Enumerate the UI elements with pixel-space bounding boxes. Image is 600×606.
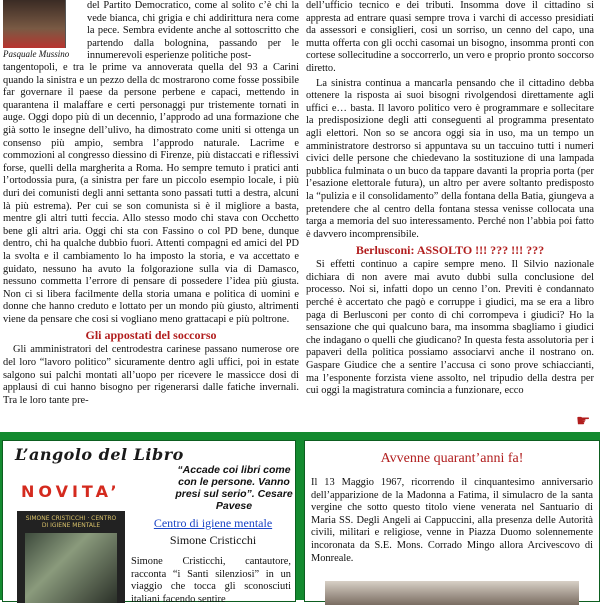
pavese-quote: “Accade coi libri come con le persone. Vanno presi sul serio”. Cesare Pavese <box>175 464 293 512</box>
right-paragraph-1: dell’ufficio tecnico e dei tributi. Insomma dove il cittadino si appresta ad entrare quasi sempre trova i varchi di accesso presidiati da assessori e consiglieri, cosi un sorriso, un cenno del capo, una mutta offerta con gli occhi casomai un bisogno, insomma pronti con cortese sollecitudine a soccorrerlo, un vero e proprio pronto soccorso diretto. <box>306 0 594 74</box>
book-description: Simone Cristicchi, cantautore, racconta “i Santi silenziosi” in un viaggio che tocca gli sconosciuti italiani facendo sentire <box>131 556 291 605</box>
left-paragraph-1: tangentopoli, e tra le prime va annoverata quella del 93 a Carini quando la sinistra e un pezzo della dc mostrarono come fosse possibile far governare il paese da persone perbene e capaci, mettendo in quarantena il malaffare e certi personaggi pur tristemente tornati in auge. Oggi dopo più di un decennio, l’approdo ad una formazione che già sotto le insegne dell’ulivo, ha dimostrato come uniti si ottenga un consenso più ampio, sembra l’approdo naturale. Lacrime e commozioni al congresso diessino di Firenze, più distaccati e riflessivi forse, quelli della margherita a Roma. Ho sempre temuto i pratici anti l’ortodossia pura, (a sinistra per fare un piccolo esempio locale, i più duri dei comunisti degli anni settanta sono passati tutti a destra, alcuni là più estrema). Per cui se son comunista si è il migliore a basta, mentre gli altri tutti feccia. Allo stesso modo chi stava con Occhetto bene gli altri aria. Oggi chi sta con Fassino o col PD bene, dunque dentro, chi ha qualche dubbio fuori. Attenti compagni ed amici del PD la svolta e il cambiamento lo ha imposto la storia, e va accettato e guidato, nessuno ha avuto la folgorazione sulla via di Damasco, nessuno commetta l’errore di pensare di possedere l’idea più giusta. Non ci si libera facilmente della storia umana e politica di uomini e donne che hanno creduto e lottato per un mondo più giusto, altrimenti viene da pensare che cosi si vogliano meno grattacapi e più poltrone. <box>3 62 299 325</box>
left-column <box>3 0 299 409</box>
book-corner-box <box>2 440 296 605</box>
book-corner-heading: L’angolo del Libro <box>15 445 184 464</box>
anniversary-heading: Avvenne quarant’anni fa! <box>380 451 524 466</box>
book-cover-image <box>25 533 117 603</box>
book-author: Simone Cristicchi <box>169 533 257 547</box>
right-paragraph-3: Si effetti continuo a capire sempre meno. Il Silvio nazionale dichiara di non avere mai avuto dubbi sulla conclusione del processo. Noi si, infatti dopo un cenno l’on. Previti è condannato perché è accertato che pagò e corruppe i giudici, ma se era a libro paga di Berlusconi per conto di chi corrompeva i giudici? Ho la sensazione che qui qualcuno bara, ma insomma sbagliamo i giudici che indagano o quelli che giudicano? In questa festa assolutoria per i papaveri della politica possiamo associarvi anche il nostrano on. Gaspare Giudice che a sentire l’accusa ci sono prove schiaccianti, ma l’esponente forzista viene assolto, nel tripudio della destra per cui oggi la magistratura comincia a funzionare, ecco <box>306 259 594 397</box>
new-badge: NOVITA’ <box>21 482 121 501</box>
left-paragraph-2: Gli amministratori del centrodestra carinese passano numerose ore del loro “lavoro politico” sicuramente dentro agli uffici, poi in estate salgono sui palchi montati all’uopo per ricevere le massicce dosi di applausi di cui hanno bisogno per rigenerarsi dalle fatiche invernali. Tra le loro tante pre- <box>3 344 299 406</box>
right-subheading: Berlusconi: ASSOLTO !!! ??? !!! ??? <box>355 243 545 258</box>
right-column <box>306 0 594 400</box>
anniversary-body: Il 13 Maggio 1967, ricorrendo il cinquantesimo anniversario dell’apparizione de la Madonna a Fatima, il simulacro de la santa vergine che sotto questo titolo viene venerata nel Santuario di Maria SS. Degli Angeli ai Cappuccini, alla presenza delle Autorità civili, militari e religiose, venne in Piazza Duomo solennemente incoronata da S.E. Mons. Corrado Mingo allora Arcivescovo di Monreale. <box>311 477 593 564</box>
pointing-hand-icon: ☛ <box>576 413 591 430</box>
book-cover <box>17 511 125 603</box>
anniversary-box <box>304 440 600 602</box>
left-subheading: Gli appostati del soccorso <box>85 328 217 343</box>
book-cover-title: SIMONE CRISTICCHI · CENTRO DI IGIENE MENTALE <box>25 515 117 529</box>
book-title-link[interactable]: Centro di igiene mentale <box>153 516 273 530</box>
intro-lines: del Partito Democratico, come al solito c’è chi la vede bianca, chi grigia e chi addirittura nera come la pece. Sembra evidente anche al sottoscritto che partendo dalla bolognina, passando per le innumerevoli esperienze politiche post- <box>87 0 299 62</box>
right-paragraph-2: La sinistra continua a mancarla pensando che il cittadino debba ottenere la risposta ai suoi bisogni rivolgendosi direttamente agli uffici e… basta. Il lavoro politico vero è programmare e sollecitare la predisposizione degli atti conseguenti al programma presentato agli elettori. Non so se ancora oggi sia in uso, ma un tempo un amministratore destrorso si appuntava su un taccuino tutti i numeri civici delle persone che chiedevano la sostituzione di una lampada pubblica fulminata o un buco da tappare davanti la propria porta (per l’esazione elettorale futura), un altro per avere soltanto predisposto la “pulizia e il consolidamento” della fontana della Batia, giungeva a pretendere che al centro della fontana stessa venisse collocata una targa a memoria del suo interessamento. Perché non l’abbia poi fatto è davvero incomprensibile. <box>306 77 594 240</box>
anniversary-photo <box>325 581 579 605</box>
photo-caption: Pasquale Mussino <box>3 49 70 59</box>
author-photo <box>3 0 66 48</box>
